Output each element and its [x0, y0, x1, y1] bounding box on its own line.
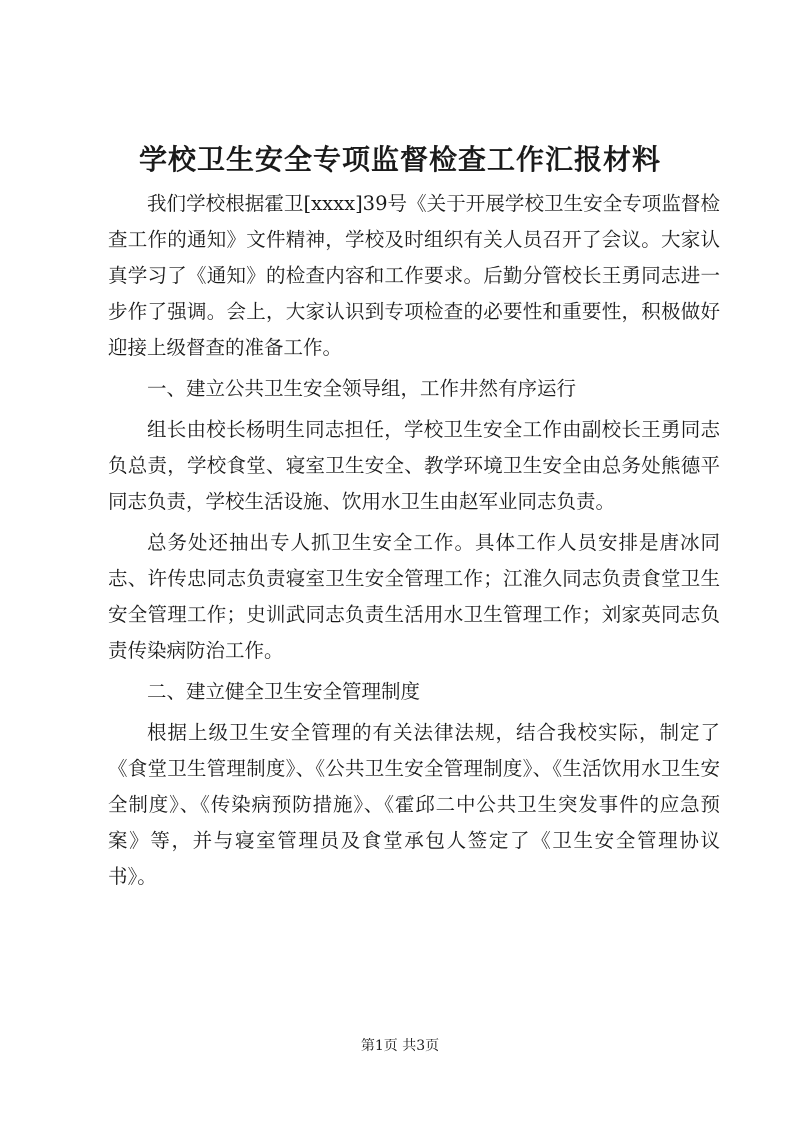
paragraph-regulations: 根据上级卫生安全管理的有关法律法规，结合我校实际，制定了《食堂卫生管理制度》、《公共卫生安全管理制度》、《生活饮用水卫生安全制度》、《传染病预防措施》、《霍邱二中公共卫生突发事件的应急预案》等，并与寝室管理员及食堂承包人签定了《卫生安全管理协议书》。 — [108, 721, 720, 888]
section-heading-1: 一、建立公共卫生安全领导组，工作井然有序运行 — [147, 377, 577, 400]
page-number-footer: 第1页 共3页 — [360, 1038, 440, 1054]
document-title: 学校卫生安全专项监督检查工作汇报材料 — [138, 143, 661, 176]
section-heading-2: 二、建立健全卫生安全管理制度 — [147, 680, 421, 703]
paragraph-intro: 我们学校根据霍卫[xxxx]39号《关于开展学校卫生安全专项监督检查工作的通知》文件精神，学校及时组织有关人员召开了会议。大家认真学习了《通知》的检查内容和工作要求。后勤分管校长王勇同志进一步作了强调。会上，大家认识到专项检查的必要性和重要性，积极做好迎接上级督查的准备工作。 — [108, 192, 720, 359]
document-body — [108, 186, 720, 900]
paragraph-staff-assignment: 总务处还抽出专人抓卫生安全工作。具体工作人员安排是唐冰同志、许传忠同志负责寝室卫生安全管理工作；江淮久同志负责食堂卫生安全管理工作；史训武同志负责生活用水卫生管理工作；刘家英同志负责传染病防治工作。 — [108, 531, 720, 662]
paragraph-leadership: 组长由校长杨明生同志担任，学校卫生安全工作由副校长王勇同志负总责，学校食堂、寝室卫生安全、教学环境卫生安全由总务处熊德平同志负责，学校生活设施、饮用水卫生由赵军业同志负责。 — [108, 418, 720, 513]
